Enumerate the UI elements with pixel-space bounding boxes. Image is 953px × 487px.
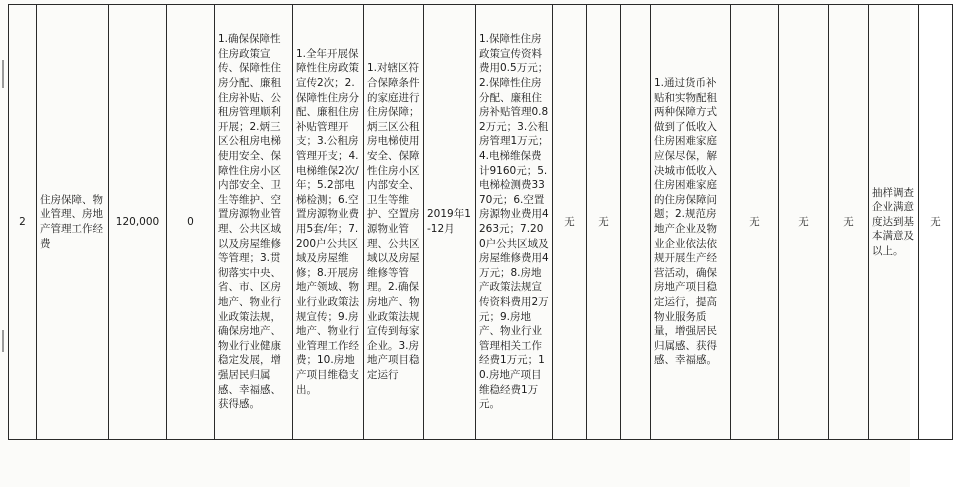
none-cell [829,5,869,440]
none-cell [779,5,829,440]
satisfaction-cell [869,5,919,440]
none-cell [587,5,621,440]
project-name: 住房保障、物业管理、房地产管理工作经费 [40,193,103,250]
budget-table [8,4,953,440]
cost-cell [476,5,553,440]
zero-value: 0 [187,215,194,228]
none-value: 无 [798,215,809,228]
binding-margin-mark [2,330,4,352]
benefit-text: 1.通过货币补贴和实物配租两种保障方式做到了低收入住房困难家庭应保尽保，解决城市低收入住房困难家庭的住房保障问题；2.规范房地产企业及物业企业依法依规开展生产经营活动，确保房地产项目稳定运行，提高物业服务质量，增强居民归属感、获得感、幸福感。 [654,77,717,367]
cost-text: 1.保障性住房政策宣传资料费用0.5万元；2.保障性住房分配、廉租住房补贴管理0.82万元；3.公租房管理1万元；4.电梯维保费计9160元；5.电梯检测费3370元；6.空置房源物业费用4263元；7.200户公共区域及房屋维修费用4万元；8.房地产政策法规宣传资料费用2万元；9.房地产、物业行业管理相关工作经费1万元；10.房地产项目维稳经费1万元。 [479,33,549,411]
amount-cell [109,5,167,440]
period-text: 2019年1-12月 [427,208,471,235]
table-row [9,5,953,440]
goal-text: 1.确保保障性住房政策宣传、保障性住房分配、廉租住房补贴、公租房管理顺利开展；2.炳三区公租房电梯使用安全、保障性住房小区内部安全、卫生等维护、空置房源物业管理、公共区域以及房屋维修等管理；3.贯彻落实中央、省、市、区房地产、物业行业政策法规，确保房地产、物业行业健康稳定发展，增强居民归属感、幸福感、获得感。 [218,33,281,411]
zero-cell [167,5,215,440]
none-value: 无 [930,215,941,228]
amount-value: 120,000 [115,215,160,228]
satisfaction-text: 抽样调查企业满意度达到基本满意及以上。 [872,186,914,257]
period-cell [424,5,476,440]
seq-number: 2 [19,215,26,228]
binding-margin-mark [2,60,4,88]
none-cell [731,5,779,440]
project-name-cell [37,5,109,440]
goal-cell [215,5,293,440]
none-cell [919,5,953,440]
none-cell [553,5,587,440]
scope-cell [364,5,424,440]
output-plan-cell [293,5,364,440]
none-value: 无 [598,215,609,228]
seq-cell [9,5,37,440]
none-value: 无 [564,215,575,228]
blank-cell [621,5,651,440]
benefit-cell [651,5,731,440]
none-value: 无 [843,215,854,228]
none-value: 无 [749,215,760,228]
output-plan-text: 1.全年开展保障性住房政策宣传2次；2.保障性住房分配、廉租住房补贴管理开支；3.公租房管理开支；4.电梯维保2次/年；5.2部电梯检测；6.空置房源物业费用5套/年；7.200户公共区域及房屋维修；8.开展房地产领域、物业行业政策法规宣传；9.房地产、物业行业管理工作经费；10.房地产项目维稳支出。 [296,47,359,396]
scope-text: 1.对辖区符合保障条件的家庭进行住房保障；炳三区公租房电梯使用安全、保障性住房小区内部安全、卫生等维护、空置房源物业管理、公共区域以及房屋维修等管理。2.确保房地产、物业政策法规宣传到每家企业。3.房地产项目稳定运行 [367,62,420,381]
